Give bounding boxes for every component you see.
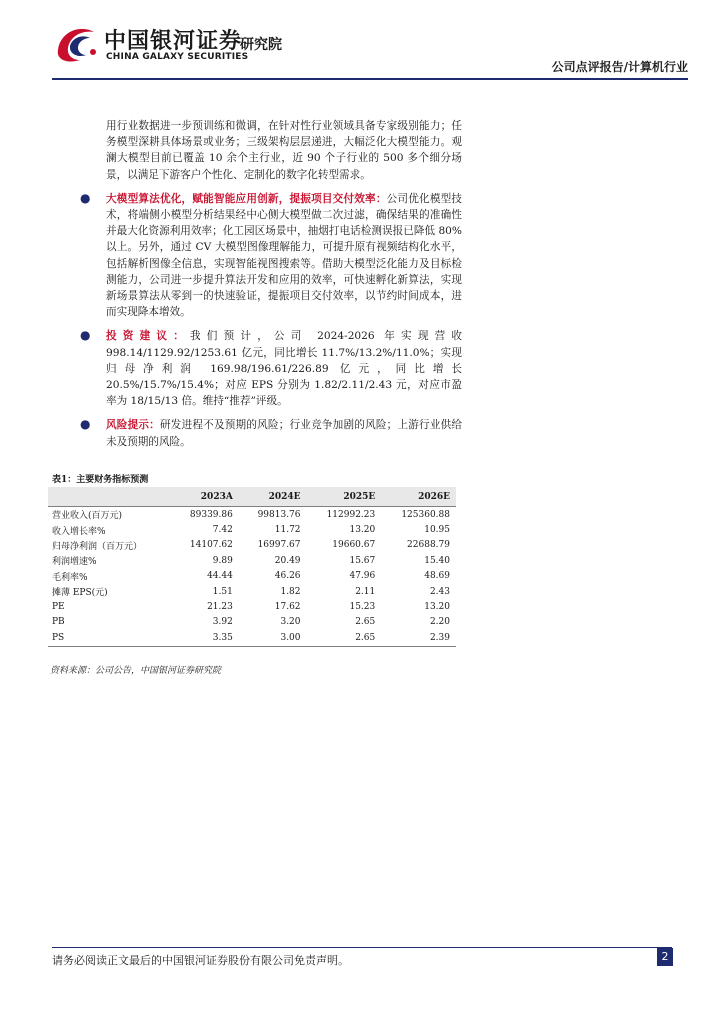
table-cell: 1.51 (212, 586, 233, 597)
brand-institute: 研究院 (240, 37, 282, 53)
table-cell: 11.72 (274, 525, 301, 536)
table-cell: 3.92 (212, 617, 233, 628)
galaxy-logo-icon (52, 22, 100, 70)
table-cell: 15.23 (349, 602, 376, 613)
table-cell: 3.20 (280, 617, 301, 628)
table-row (48, 630, 456, 646)
table-cell: 10.95 (424, 525, 450, 536)
table-row (48, 522, 456, 537)
table-cell: 44.44 (207, 571, 233, 582)
table-row (48, 599, 456, 614)
table-cell: 22688.79 (407, 540, 450, 551)
bullet-dot-icon: ● (80, 190, 91, 205)
table-header-cell (48, 487, 171, 507)
table-cell: 3.35 (171, 630, 239, 646)
table-cell: 3.00 (239, 630, 307, 646)
table-cell: 2.43 (429, 586, 450, 597)
table-cell: 2.39 (381, 630, 456, 646)
table-row (48, 584, 456, 599)
bullet-body: 公司优化模型技术，将端侧小模型分析结果经中心侧大模型做二次过滤，确保结果的准确性并最大化资源利用效率；化工园区场景中，抽烟打电话检测误报已降低 80%以上。另外，通过 CV 大模型图像理解能力，可提升原有视频结构化水平，包括解析图像全信息，实现智能视图搜索等。借助大模型泛化能力及目标检测能力，公司进一步提升算法开发和应用的效率，可快速孵化新算法，实现新场景算法从零到一的快速验证，提振项目交付效率，以节约时间成本，进而实现降本增效。 (106, 192, 462, 319)
table-cell: 15.40 (424, 555, 450, 566)
footer-divider (52, 947, 672, 948)
table-cell: 16997.67 (257, 540, 301, 551)
main-content (52, 118, 688, 450)
bullet-item (52, 328, 688, 409)
row-label: 毛利率% (52, 572, 88, 583)
row-label: 归母净利润（百万元） (52, 541, 143, 552)
table-cell: 2.11 (355, 586, 376, 597)
table-cell: 2.65 (307, 630, 382, 646)
table-header-cell: 2026E (381, 487, 456, 507)
bullet-heading: 投资建议： (106, 330, 190, 343)
table-cell: 48.69 (424, 571, 450, 582)
table-cell: 112992.23 (326, 509, 376, 520)
report-type: 公司点评报告/计算机行业 (551, 60, 688, 74)
row-label: PE (52, 602, 65, 613)
header-divider (52, 78, 688, 80)
bullet-item (52, 417, 688, 449)
bullet-dot-icon: ● (80, 328, 91, 343)
table-cell: 17.62 (274, 602, 301, 613)
row-label: 利润增速% (52, 557, 97, 568)
table-cell: 19660.67 (332, 540, 376, 551)
table-row (48, 553, 456, 568)
table-cell: 89339.86 (189, 509, 233, 520)
table-cell: 125360.88 (401, 509, 450, 520)
bullet-body: 研发进程不及预期的风险；行业竞争加剧的风险；上游行业供给未及预期的风险。 (106, 419, 463, 448)
row-label: PS (48, 630, 171, 646)
table-header-cell: 2023A (171, 487, 239, 507)
table-cell: 21.23 (207, 602, 233, 613)
table-cell: 2.20 (429, 617, 450, 628)
brand-name-cn: 中国银河证券 (104, 29, 243, 54)
table-row (48, 507, 456, 523)
table-cell: 2.65 (355, 617, 376, 628)
bullet-heading: 风险提示： (106, 419, 160, 432)
bullet-item (52, 191, 688, 321)
table-cell: 99813.76 (257, 509, 301, 520)
table-row (48, 538, 456, 553)
table-cell: 7.42 (212, 525, 233, 536)
brand-name-en: CHINA GALAXY SECURITIES (106, 52, 249, 62)
table-header-cell: 2025E (307, 487, 382, 507)
continuation-paragraph: 用行业数据进一步预训练和微调，在针对性行业领域具备专家级别能力；任务模型深耕具体场景或业务；三级架构层层递进，大幅泛化大模型能力。观澜大模型目前已覆盖 10 余个主行业，近 90 个子行业的 500 多个细分场景，以满足下游客户个性化、定制化的数字化转型需求。 (106, 120, 462, 181)
table-cell: 47.96 (349, 571, 376, 582)
financial-forecast-table (48, 487, 456, 647)
table-cell: 20.49 (274, 555, 301, 566)
table-cell: 9.89 (212, 555, 233, 566)
table-cell: 13.20 (424, 602, 450, 613)
footer-disclaimer: 请务必阅读正文最后的中国银河证券股份有限公司免责声明。 (52, 954, 349, 967)
row-label: 收入增长率% (52, 526, 106, 537)
table-cell: 46.26 (274, 571, 301, 582)
table-row (48, 615, 456, 630)
table-header-row (48, 487, 456, 507)
row-label: PB (52, 617, 65, 628)
page-number: 2 (657, 948, 673, 966)
table-header-cell: 2024E (239, 487, 307, 507)
bullet-body: 我们预计，公司 2024-2026 年实现营收 998.14/1129.92/1253.61 亿元，同比增长 11.7%/13.2%/11.0%；实现归母净利润 169.98/196.61/226.89 亿元，同比增长 20.5%/15.7%/15.4%；对应 EPS 分别为 1.82/2.11/2.43 元，对应市盈率为 18/15/13 倍。维持“推荐”评级。 (106, 330, 463, 408)
row-label: 摊薄 EPS(元) (52, 588, 108, 599)
table-cell: 14107.62 (189, 540, 233, 551)
table-row (48, 569, 456, 584)
table-cell: 13.20 (349, 525, 376, 536)
bullet-heading: 大模型算法优化，赋能智能应用创新，提振项目交付效率： (106, 192, 387, 205)
table-title: 表1：主要财务指标预测 (52, 475, 149, 485)
table-cell: 15.67 (349, 555, 376, 566)
table-source-note: 资料来源：公司公告，中国银河证券研究院 (50, 666, 222, 676)
page-header (0, 0, 724, 80)
table-cell: 1.82 (280, 586, 301, 597)
bullet-dot-icon: ● (80, 417, 91, 432)
row-label: 营业收入(百万元) (52, 511, 123, 522)
